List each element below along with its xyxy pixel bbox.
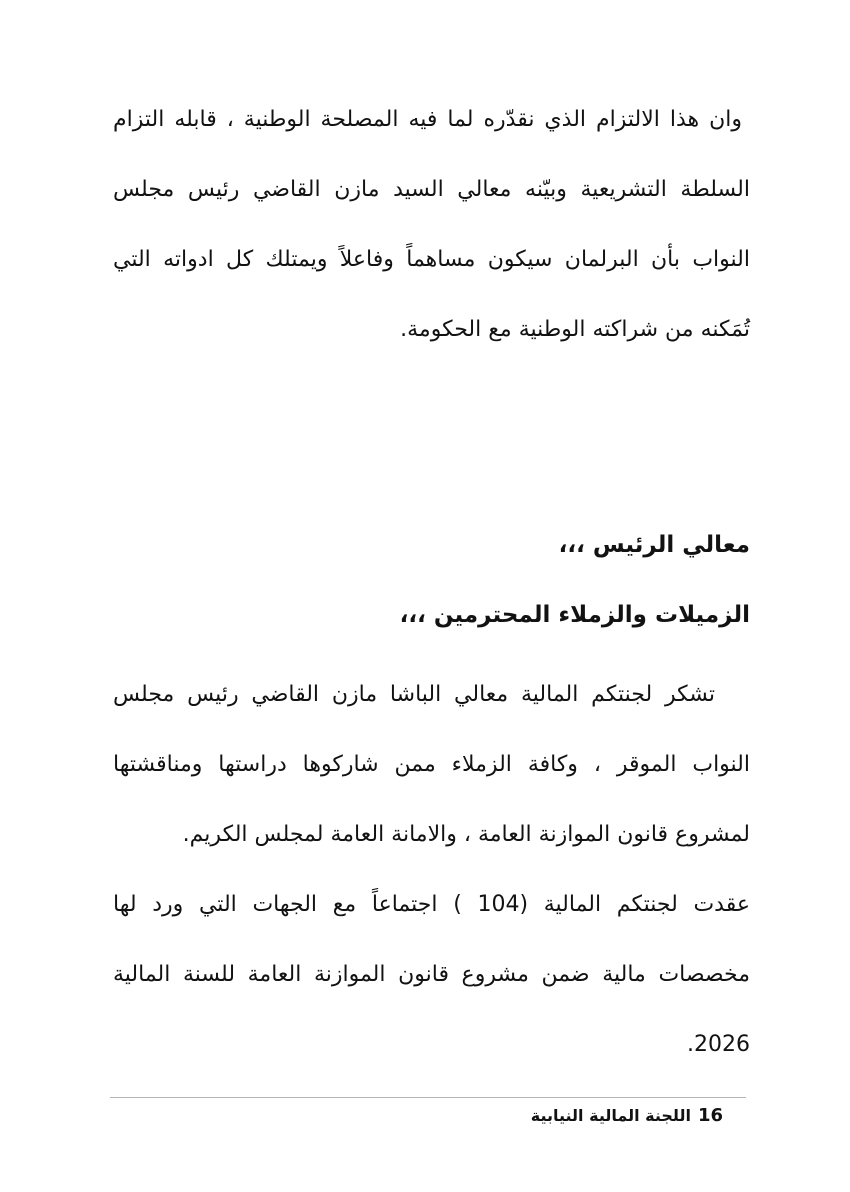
paragraph-line: مخصصات مالية ضمن مشروع قانون الموازنة العامة للسنة المالية — [113, 962, 750, 987]
heading-his-excellency: معالي الرئيس ،،، — [558, 532, 750, 558]
page-footer — [531, 1101, 723, 1131]
blank-space — [113, 365, 750, 510]
paragraph-thanks — [113, 660, 750, 870]
paragraph-line: وان هذا الالتزام الذي نقدّره لما فيه المصلحة الوطنية ، قابله التزام — [113, 107, 742, 132]
paragraph-meetings — [113, 870, 750, 1080]
paragraph-line: عقدت لجنتكم المالية (104 ) اجتماعاً مع الجهات التي ورد لها — [113, 892, 750, 917]
paragraph-line: النواب الموقر ، وكافة الزملاء ممن شاركوها دراستها ومناقشتها — [113, 752, 750, 777]
heading-colleagues: الزميلات والزملاء المحترمين ،،، — [399, 602, 750, 628]
paragraph-line: لمشروع قانون الموازنة العامة ، والامانة العامة لمجلس الكريم. — [182, 822, 750, 847]
paragraph-line: تشكر لجنتكم المالية معالي الباشا مازن القاضي رئيس مجلس — [113, 682, 715, 707]
paragraph-line: النواب بأن البرلمان سيكون مساهماً وفاعلاً ويمتلك كل ادواته التي — [113, 247, 750, 272]
paragraph-line: السلطة التشريعية وبيّنه معالي السيد مازن القاضي رئيس مجلس — [113, 177, 750, 202]
footer-divider — [110, 1097, 746, 1098]
paragraph-commitment — [113, 85, 750, 365]
footer-committee-title: اللجنة المالية النيابية — [530, 1106, 691, 1125]
paragraph-line-year — [113, 1010, 750, 1080]
fiscal-year-text: 2026. — [687, 1032, 750, 1057]
document-body — [113, 85, 750, 1080]
paragraph-line: تُمَكنه من شراكته الوطنية مع الحكومة. — [400, 317, 750, 342]
footer-page-number: 16 — [697, 1105, 723, 1126]
